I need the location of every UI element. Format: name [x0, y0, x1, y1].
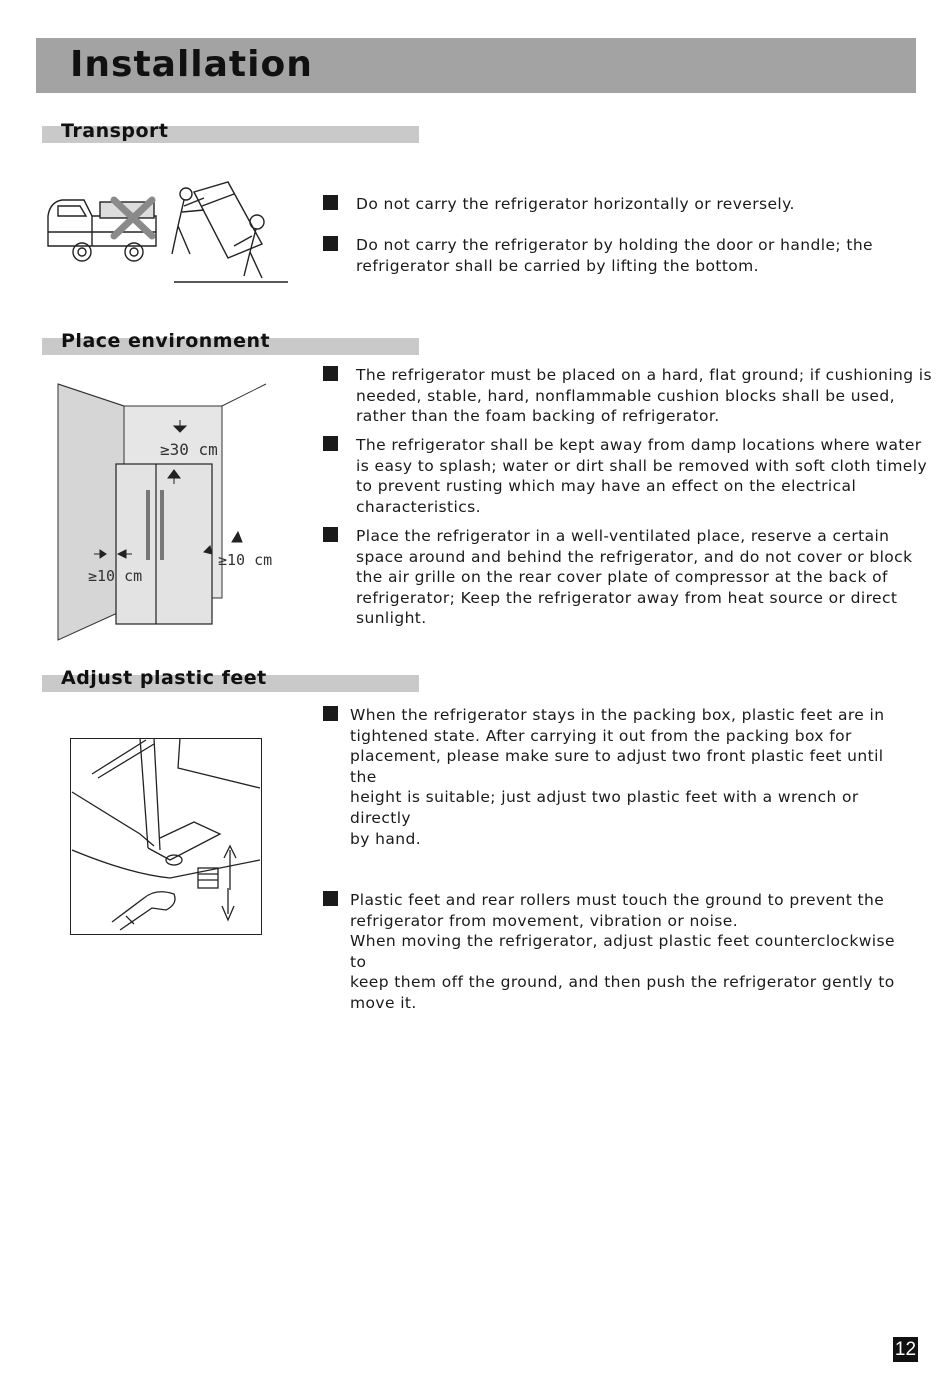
- clearance-diagram: [56, 382, 288, 644]
- plastic-feet-illustration: [70, 738, 262, 935]
- environment-item-2: [356, 435, 936, 517]
- bullet-marker: [323, 891, 338, 906]
- text-line: Place the refrigerator in a well-ventilated place, reserve a certain: [356, 527, 890, 545]
- transport-illustration: [44, 180, 290, 292]
- text-line: Do not carry the refrigerator horizontally or reversely.: [356, 195, 795, 213]
- text-line: refrigerator from movement, vibration or noise.: [350, 911, 739, 930]
- text-line: placement, please make sure to adjust two front plastic feet until: [350, 747, 884, 766]
- text-line: When moving the refrigerator, adjust plastic feet counterclockwise: [350, 932, 895, 951]
- bullet-marker: [323, 706, 338, 721]
- top-clearance-label: ≥30 cm: [160, 440, 218, 459]
- text-line: refrigerator shall be carried by lifting the bottom.: [356, 256, 760, 275]
- left-clearance-label: ≥10 cm: [88, 567, 143, 585]
- text-line: the: [350, 767, 377, 786]
- text-line: characteristics.: [356, 497, 481, 516]
- bullet-marker: [323, 236, 338, 251]
- section-title-feet: Adjust plastic feet: [61, 667, 267, 689]
- text-line: directly: [350, 808, 411, 827]
- text-line: keep them off the ground, and then push the refrigerator gently to: [350, 973, 895, 992]
- text-line: height is suitable; just adjust two plastic feet with a wrench or: [350, 788, 859, 807]
- text-line: by hand.: [350, 829, 422, 848]
- bullet-marker: [323, 527, 338, 542]
- text-line: The refrigerator must be placed on a hard, flat ground; if cushioning is: [356, 366, 932, 384]
- transport-item-1: [356, 194, 916, 215]
- text-line: to prevent rusting which may have an effect on the electrical: [356, 477, 857, 496]
- section-title-environment: Place environment: [61, 330, 271, 352]
- text-line: tightened state. After carrying it out from the packing box for: [350, 726, 852, 745]
- feet-item-2: [350, 890, 920, 1014]
- page-title: Installation: [70, 44, 313, 85]
- text-line: refrigerator; Keep the refrigerator away from heat source or direct: [356, 588, 898, 607]
- text-line: to: [350, 952, 367, 971]
- right-clearance-label: ≥10 cm: [218, 551, 273, 569]
- transport-item-2: [356, 235, 916, 276]
- text-line: move it.: [350, 993, 417, 1012]
- section-title-transport: Transport: [61, 120, 169, 142]
- bullet-marker: [323, 366, 338, 381]
- environment-item-3: [356, 526, 924, 629]
- text-line: Plastic feet and rear rollers must touch the ground to prevent the: [350, 891, 885, 909]
- text-line: is easy to splash; water or dirt shall be removed with soft cloth timely: [356, 456, 928, 475]
- text-line: the air grille on the rear cover plate of compressor at the back of: [356, 568, 888, 587]
- text-line: Do not carry the refrigerator by holding the door or handle; the: [356, 236, 873, 254]
- text-line: rather than the foam backing of refrigerator.: [356, 407, 720, 426]
- bullet-marker: [323, 436, 338, 451]
- feet-item-1: [350, 705, 920, 849]
- text-line: needed, stable, hard, nonflammable cushion blocks shall be used,: [356, 386, 895, 405]
- page-number: 12: [894, 1339, 917, 1360]
- text-line: sunlight.: [356, 609, 427, 628]
- text-line: The refrigerator shall be kept away from damp locations where water: [356, 436, 922, 454]
- text-line: When the refrigerator stays in the packing box, plastic feet are in: [350, 706, 885, 724]
- bullet-marker: [323, 195, 338, 210]
- environment-item-1: [356, 365, 938, 427]
- text-line: space around and behind the refrigerator, and do not cover or block: [356, 547, 913, 566]
